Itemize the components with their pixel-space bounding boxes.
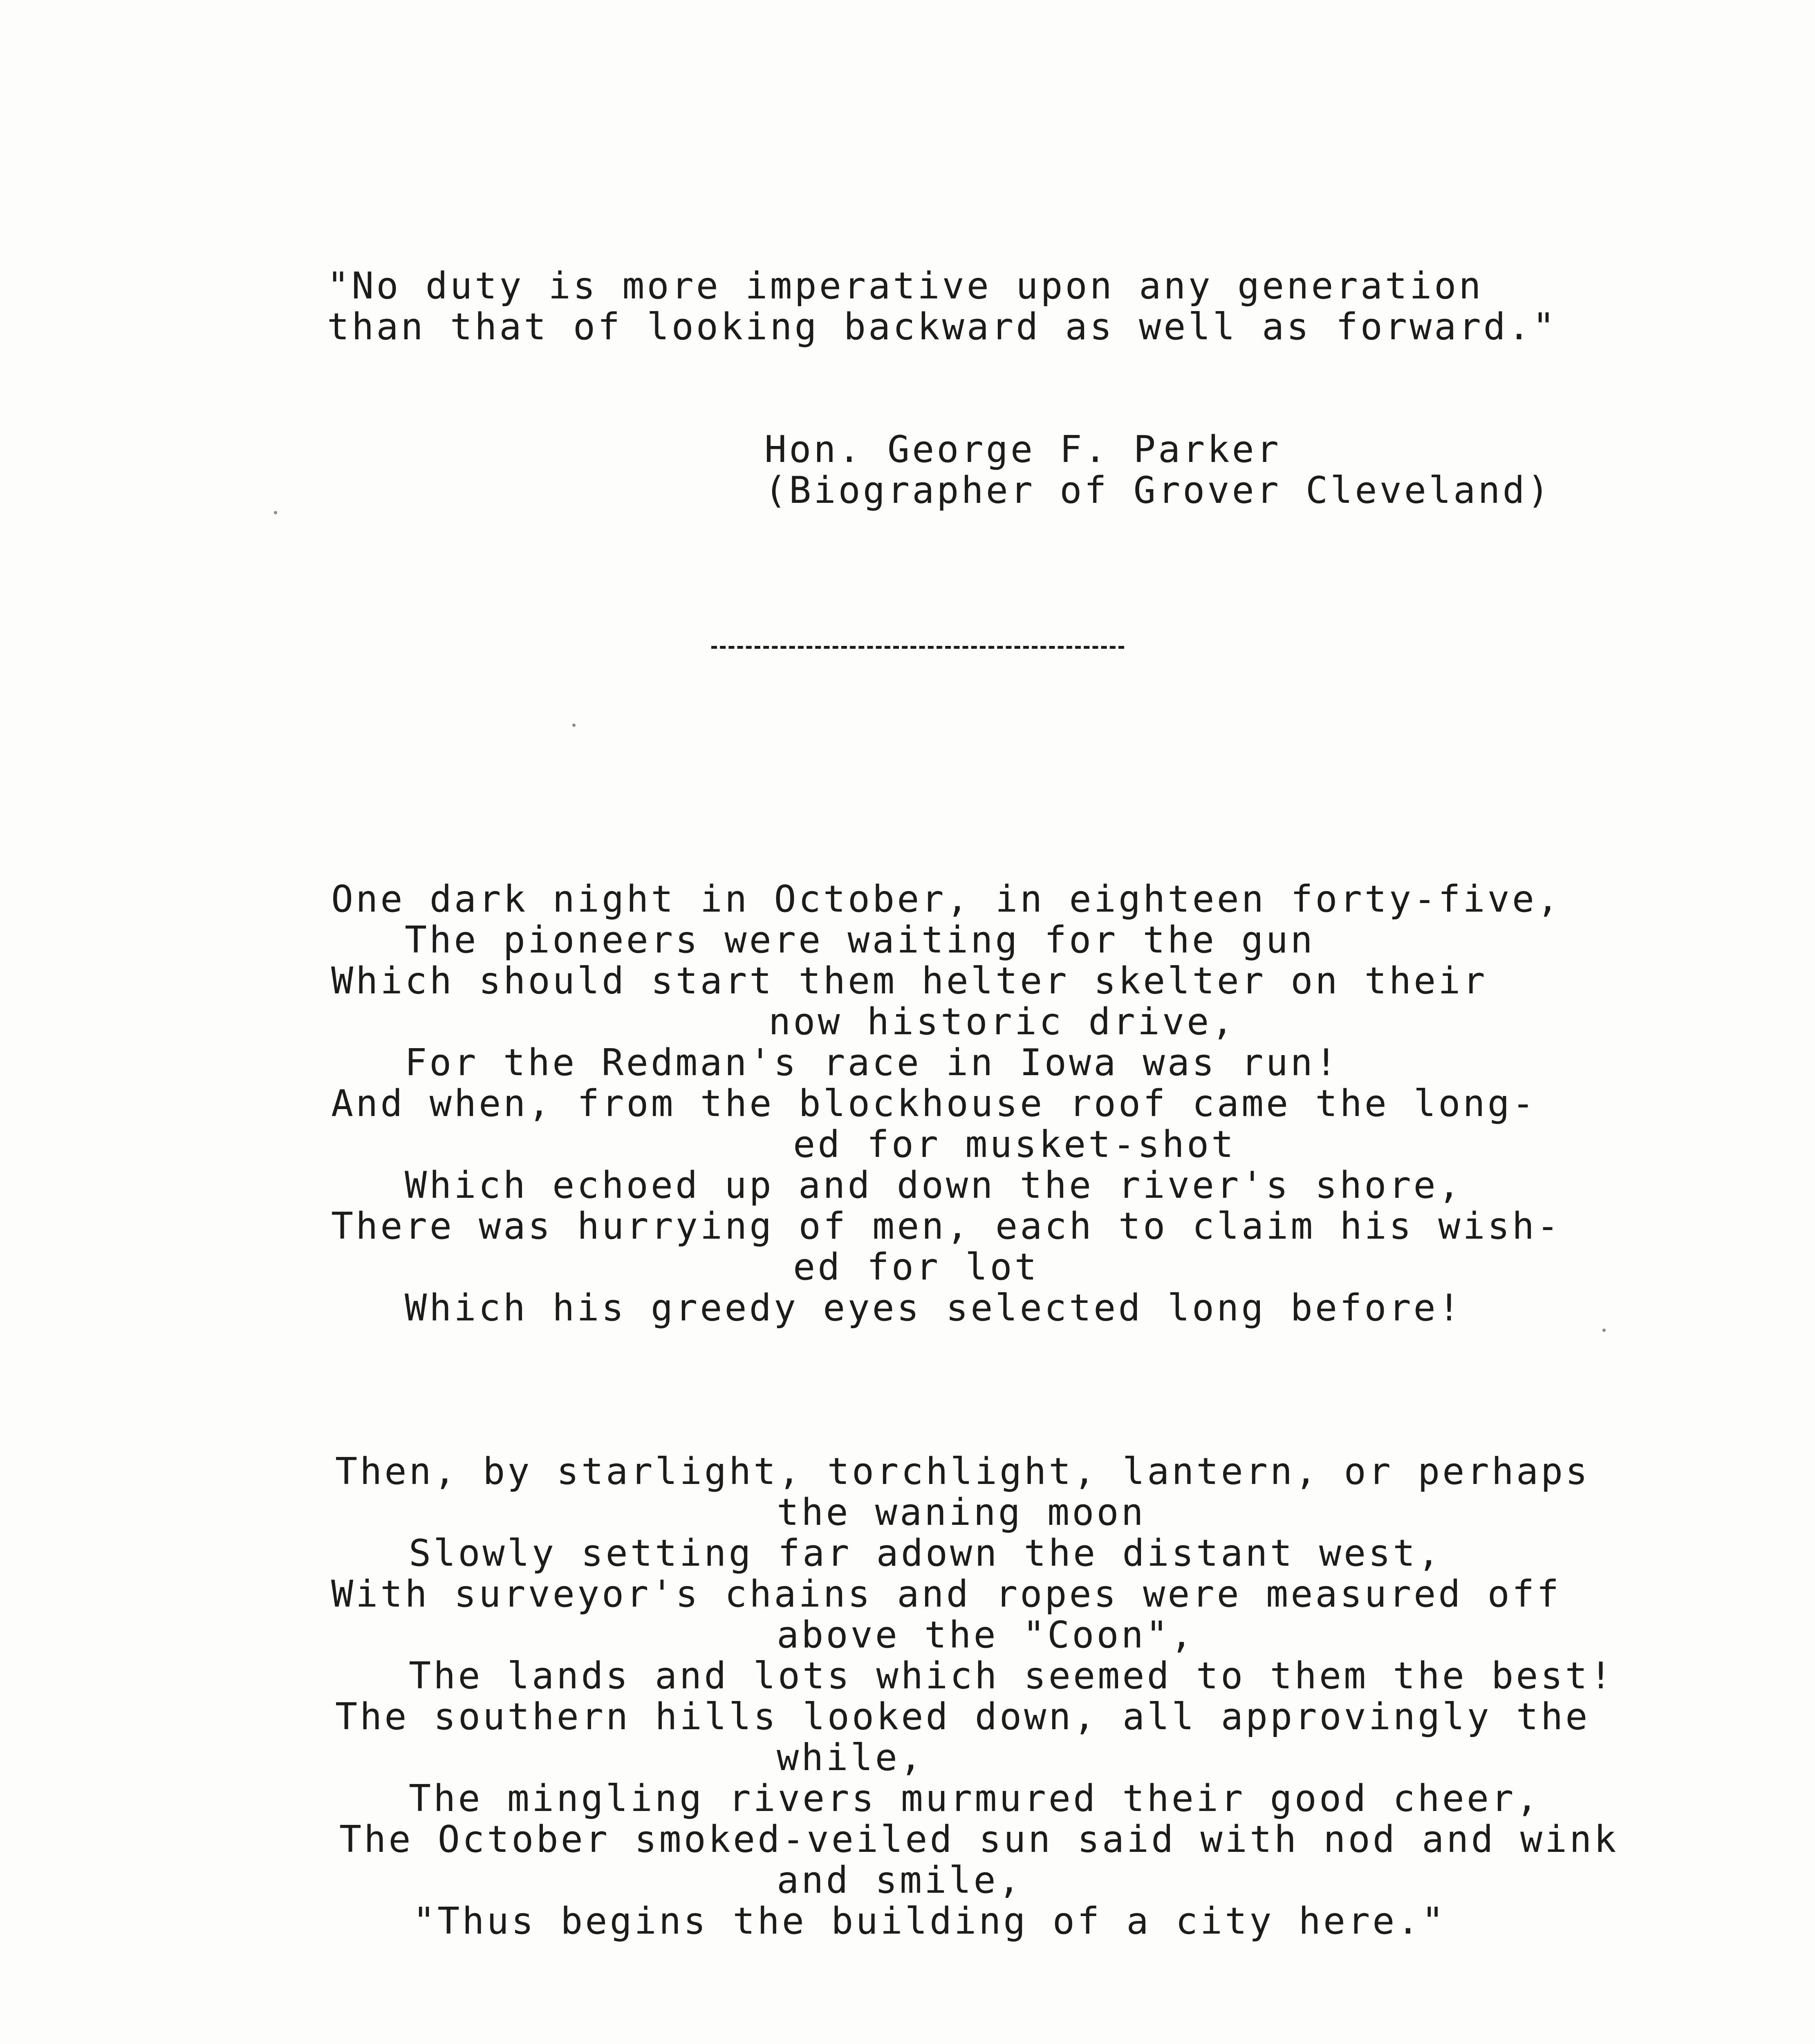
stanza2-line-6: The lands and lots which seemed to them the best! — [409, 1654, 1615, 1697]
stanza2-line-1: Then, by starlight, torchlight, lantern, or perhaps — [335, 1450, 1590, 1493]
stanza2-line-8: while, — [777, 1736, 925, 1779]
stanza1-line-11: Which his greedy eyes selected long before! — [405, 1286, 1463, 1329]
stanza2-line-5: above the "Coon", — [777, 1614, 1195, 1656]
stanza1-line-7: ed for musket-shot — [793, 1123, 1236, 1166]
stanza2-line-3: Slowly setting far adown the distant west, — [409, 1532, 1442, 1575]
stanza2-line-11: and smile, — [777, 1859, 1023, 1902]
stanza1-line-2: The pioneers were waiting for the gun — [405, 919, 1315, 961]
stanza1-line-8: Which echoed up and down the river's shore, — [405, 1164, 1463, 1207]
attribution-role: (Biographer of Grover Cleveland) — [764, 469, 1552, 512]
stanza2-line-9: The mingling rivers murmured their good cheer, — [409, 1777, 1541, 1820]
stanza2-line-4: With surveyor's chains and ropes were measured off — [331, 1573, 1562, 1616]
stanza1-line-9: There was hurrying of men, each to claim his wish- — [331, 1205, 1562, 1248]
stanza1-line-10: ed for lot — [793, 1246, 1039, 1289]
epigraph-line-1: "No duty is more imperative upon any generation — [327, 264, 1483, 307]
paper-speck — [1602, 1329, 1606, 1332]
stanza2-line-10: The October smoked-veiled sun said with nod and wink — [339, 1818, 1619, 1861]
stanza1-line-4: now historic drive, — [769, 1000, 1236, 1043]
dashed-divider — [711, 646, 1124, 649]
stanza1-line-1: One dark night in October, in eighteen forty-five, — [331, 878, 1562, 921]
stanza1-line-5: For the Redman's race in Iowa was run! — [405, 1041, 1340, 1084]
paper-speck — [572, 724, 576, 727]
stanza2-line-2: the waning moon — [777, 1491, 1146, 1534]
epigraph-line-2: than that of looking backward as well as forward." — [327, 305, 1557, 348]
stanza1-line-3: Which should start them helter skelter on their — [331, 959, 1488, 1002]
paper-speck — [274, 511, 277, 514]
attribution-name: Hon. George F. Parker — [764, 428, 1281, 471]
stanza2-line-7: The southern hills looked down, all approvingly the — [335, 1695, 1590, 1738]
stanza2-line-12: "Thus begins the building of a city here." — [413, 1900, 1446, 1943]
stanza1-line-6: And when, from the blockhouse roof came the long- — [331, 1082, 1537, 1125]
